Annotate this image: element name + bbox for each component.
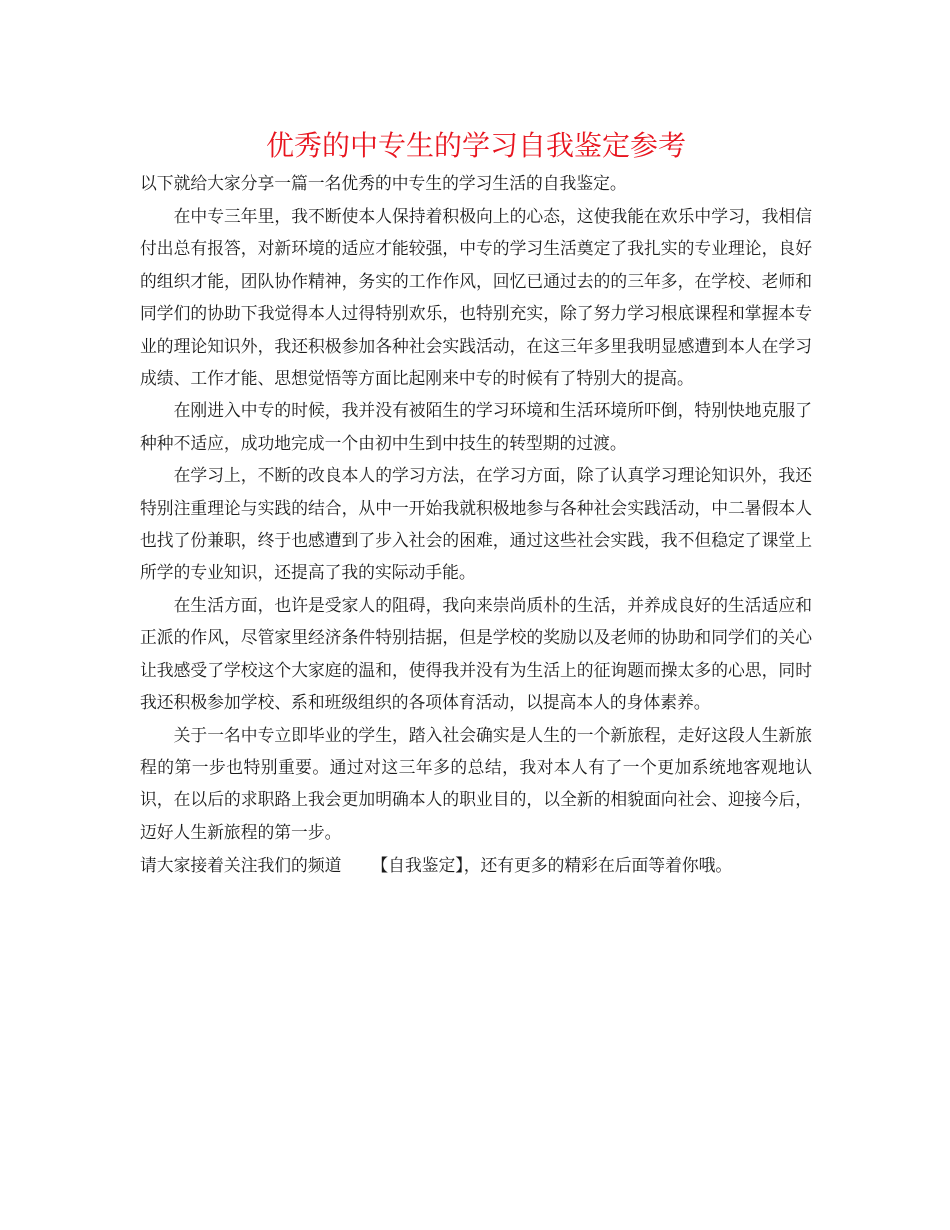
- document-body: [140, 126, 812, 882]
- paragraph-3: 在学习上，不断的改良本人的学习方法，在学习方面，除了认真学习理论知识外，我还特别注重理论与实践的结合，从中一开始我就积极地参与各种社会实践活动，中二暑假本人也找了份兼职，终于也感遭到了步入社会的困难，通过这些社会实践，我不但稳定了课堂上所学的专业知识，还提高了我的实际动手能。: [140, 465, 812, 583]
- outro-line: [140, 848, 812, 882]
- paragraph-4: 在生活方面，也许是受家人的阻碍，我向来崇尚质朴的生活，并养成良好的生活适应和正派的作风，尽管家里经济条件特别拮据，但是学校的奖励以及老师的协助和同学们的关心让我感受了学校这个大家庭的温和，使得我并没有为生活上的征询题而操太多的心思，同时我还积极参加学校、系和班级组织的各项体育活动，以提高本人的身体素养。: [140, 594, 812, 713]
- intro-line: 以下就给大家分享一篇一名优秀的中专生的学习生活的自我鉴定。: [140, 173, 627, 193]
- outro-prefix: 请大家接着关注我们的频道: [140, 855, 342, 876]
- paragraph-5: 关于一名中专立即毕业的学生，踏入社会确实是人生的一个新旅程，走好这段人生新旅程的第一步也特别重要。通过对这三年多的总结，我对本人有了一个更加系统地客观地认识，在以后的求职路上我会更加明确本人的职业目的，以全新的相貌面向社会、迎接今后，迈好人生新旅程的第一步。: [140, 724, 812, 842]
- paragraph-2: 在刚进入中专的时候，我并没有被陌生的学习环境和生活环境所吓倒，特别快地克服了种种不适应，成功地完成一个由初中生到中技生的转型期的过渡。: [140, 400, 812, 453]
- document-title: 优秀的中专生的学习自我鉴定参考: [265, 129, 686, 162]
- outro-suffix: ，还有更多的精彩在后面等着你哦。: [463, 855, 733, 876]
- channel-link[interactable]: 【自我鉴定】: [371, 855, 464, 876]
- paragraph-1: 在中专三年里，我不断使本人保持着积极向上的心态，这使我能在欢乐中学习，我相信付出总有报答，对新环境的适应才能较强，中专的学习生活奠定了我扎实的专业理论，良好的组织才能，团队协作精神，务实的工作作风，回忆已通过去的的三年多，在学校、老师和同学们的协助下我觉得本人过得特别欢乐，也特别充实，除了努力学习根底课程和掌握本专业的理论知识外，我还积极参加各种社会实践活动，在这三年多里我明显感遭到本人在学习成绩、工作才能、思想觉悟等方面比起刚来中专的时候有了特别大的提高。: [140, 206, 812, 389]
